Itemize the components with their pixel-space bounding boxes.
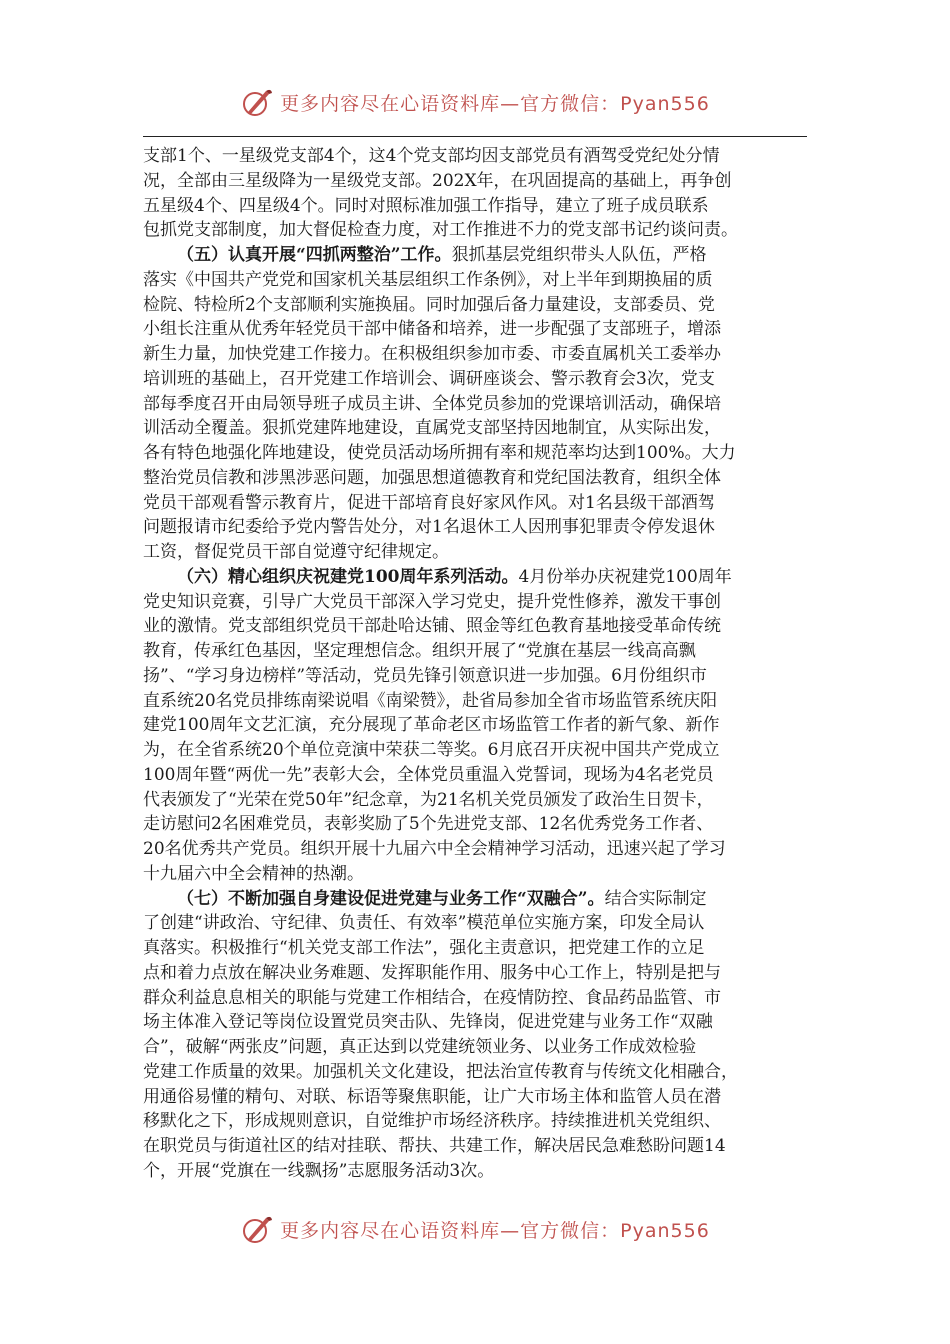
text-line (143, 1060, 813, 1085)
text-line (143, 862, 813, 887)
text-line (143, 1109, 813, 1134)
line-text: 各有特色地强化阵地建设，使党员活动场所拥有率和规范率均达到100%。大力 (143, 443, 736, 463)
line-text: 党员干部观看警示教育片，促进干部培育良好家风作风。对1名县级干部酒驾 (143, 492, 715, 513)
text-line (143, 936, 813, 961)
line-text: 直系统20名党员排练南梁说唱《南梁赞》，赴省局参加全省市场监管系统庆阳 (143, 690, 718, 711)
text-line (143, 713, 813, 738)
text-line (143, 293, 813, 318)
line-text: 包抓党支部制度，加大督促检查力度，对工作推进不力的党支部书记约谈问责。 (143, 220, 738, 241)
text-line (143, 194, 813, 219)
section-heading: （六）精心组织庆祝建党100周年系列活动。 (177, 566, 519, 587)
text-line (143, 491, 813, 516)
text-line (143, 1010, 813, 1035)
line-text: 结合实际制定 (604, 888, 707, 909)
line-text: 五星级4个、四星级4个。同时对照标准加强工作指导，建立了班子成员联系 (143, 195, 709, 216)
text-line (143, 788, 813, 813)
line-text: 走访慰问2名困难党员，表彰奖励了5个先进党支部、12名优秀党务工作者、 (143, 814, 714, 835)
section-heading: （五）认真开展“四抓两整治”工作。 (177, 245, 452, 265)
section-heading-line (143, 243, 813, 268)
text-line (143, 342, 813, 367)
line-text: 建党100周年文艺汇演，充分展现了革命老区市场监管工作者的新气象、新作 (143, 715, 720, 736)
document-body (143, 144, 813, 1184)
line-text: 新生力量，加快党建工作接力。在积极组织参加市委、市委直属机关工委举办 (143, 344, 721, 364)
line-text: 4月份举办庆祝建党100周年 (518, 566, 732, 587)
line-text: 点和着力点放在解决业务难题、发挥职能作用、服务中心工作上，特别是把与 (143, 962, 721, 983)
text-line (143, 367, 813, 392)
line-text: 检院、特检所2个支部顺利实施换届。同时加强后备力量建设，支部委员、党 (143, 294, 715, 315)
line-text: 落实《中国共产党党和国家机关基层组织工作条例》，对上半年到期换届的质 (143, 269, 713, 290)
quill-logo-icon (240, 85, 274, 119)
header-banner-text: 更多内容尽在心语资料库—官方微信：Pyan556 (280, 92, 710, 115)
text-line (143, 268, 813, 293)
text-line (143, 837, 813, 862)
line-text: 十九届六中全会精神的热潮。 (143, 863, 364, 884)
section-heading-line (143, 887, 813, 912)
line-text: 狠抓基层党组织带头人队伍，严格 (451, 245, 707, 265)
text-line (143, 169, 813, 194)
line-text: 支部1个、一星级党支部4个，这4个党支部均因支部党员有酒驾受党纪处分情 (143, 146, 720, 166)
line-text: 了创建“讲政治、守纪律、负责任、有效率”模范单位实施方案，印发全局认 (143, 913, 705, 934)
line-text: 在职党员与街道社区的结对挂联、帮扶、共建工作，解决居民急难愁盼问题14 (143, 1136, 726, 1156)
text-line (143, 1159, 813, 1184)
text-line (143, 763, 813, 788)
text-line (143, 1035, 813, 1060)
line-text: 工资，督促党员干部自觉遵守纪律规定。 (143, 542, 449, 562)
line-text: 训活动全覆盖。狠抓党建阵地建设，直属党支部坚持因地制宜，从实际出发， (143, 418, 721, 439)
line-text: 问题报请市纪委给予党内警告处分，对1名退休工人因刑事犯罪责令停发退休 (143, 517, 715, 538)
line-text: 教育，传承红色基因，坚定理想信念。组织开展了“党旗在基层一线高高飘 (143, 641, 696, 661)
line-text: 整治党员信教和涉黑涉恶问题，加强思想道德教育和党纪国法教育，组织全体 (143, 467, 721, 488)
text-line (143, 416, 813, 441)
line-text: 小组长注重从优秀年轻党员干部中储备和培养，进一步配强了支部班子，增添 (143, 319, 721, 340)
text-line (143, 515, 813, 540)
line-text: 20名优秀共产党员。组织开展十九届六中全会精神学习活动，迅速兴起了学习 (143, 839, 726, 859)
line-text: 况，全部由三星级降为一星级党支部。202X年，在巩固提高的基础上，再争创 (143, 170, 732, 191)
text-line (143, 738, 813, 763)
line-text: 场主体准入登记等岗位设置党员突击队、先锋岗，促进党建与业务工作“双融 (143, 1012, 713, 1033)
text-line (143, 144, 813, 169)
text-line (143, 664, 813, 689)
line-text: 合”，破解“两张皮”问题，真正达到以党建统领业务、以业务工作成效检验 (143, 1037, 697, 1057)
line-text: 个，开展“党旗在一线飘扬”志愿服务活动3次。 (143, 1160, 495, 1181)
text-line (143, 1085, 813, 1110)
text-line (143, 961, 813, 986)
line-text: 为，在全省系统20个单位竞演中荣获二等奖。6月底召开庆祝中国共产党成立 (143, 740, 720, 760)
text-line (143, 1134, 813, 1159)
text-line (143, 614, 813, 639)
text-line (143, 392, 813, 417)
header-banner (0, 80, 950, 124)
footer-banner-text: 更多内容尽在心语资料库—官方微信：Pyan556 (280, 1219, 710, 1242)
quill-logo-icon (240, 1212, 274, 1246)
section-heading-line (143, 565, 813, 590)
line-text: 党史知识竞赛，引导广大党员干部深入学习党史，提升党性修养，激发干事创 (143, 591, 721, 612)
line-text: 部每季度召开由局领导班子成员主讲、全体党员参加的党课培训活动，确保培 (143, 393, 721, 414)
line-text: 用通俗易懂的精句、对联、标语等聚焦职能，让广大市场主体和监管人员在潜 (143, 1086, 721, 1107)
line-text: 党建工作质量的效果。加强机关文化建设，把法治宣传教育与传统文化相融合， (143, 1061, 738, 1082)
line-text: 真落实。积极推行“机关党支部工作法”，强化主责意识，把党建工作的立足 (143, 938, 705, 958)
line-text: 100周年暨“两优一先”表彰大会，全体党员重温入党誓词，现场为4名老党员 (143, 764, 714, 785)
text-line (143, 540, 813, 565)
text-line (143, 911, 813, 936)
line-text: 培训班的基础上，召开党建工作培训会、调研座谈会、警示教育会3次，党支 (143, 368, 715, 389)
text-line (143, 441, 813, 466)
text-line (143, 218, 813, 243)
text-line (143, 590, 813, 615)
line-text: 移默化之下，形成规则意识，自觉维护市场经济秩序。持续推进机关党组织、 (143, 1111, 721, 1132)
section-heading: （七）不断加强自身建设促进党建与业务工作“双融合”。 (177, 888, 605, 909)
text-line (143, 466, 813, 491)
text-line (143, 986, 813, 1011)
text-line (143, 812, 813, 837)
text-line (143, 317, 813, 342)
line-text: 群众利益息息相关的职能与党建工作相结合，在疫情防控、食品药品监管、市 (143, 987, 721, 1008)
footer-banner (0, 1207, 950, 1251)
line-text: 扬”、“学习身边榜样”等活动，党员先锋引领意识进一步加强。6月份组织市 (143, 665, 707, 686)
line-text: 代表颁发了“光荣在党50年”纪念章，为21名机关党员颁发了政治生日贺卡， (143, 789, 714, 810)
header-divider (143, 136, 807, 137)
text-line (143, 689, 813, 714)
line-text: 业的激情。党支部组织党员干部赴哈达铺、照金等红色教育基地接受革命传统 (143, 616, 721, 637)
text-line (143, 639, 813, 664)
